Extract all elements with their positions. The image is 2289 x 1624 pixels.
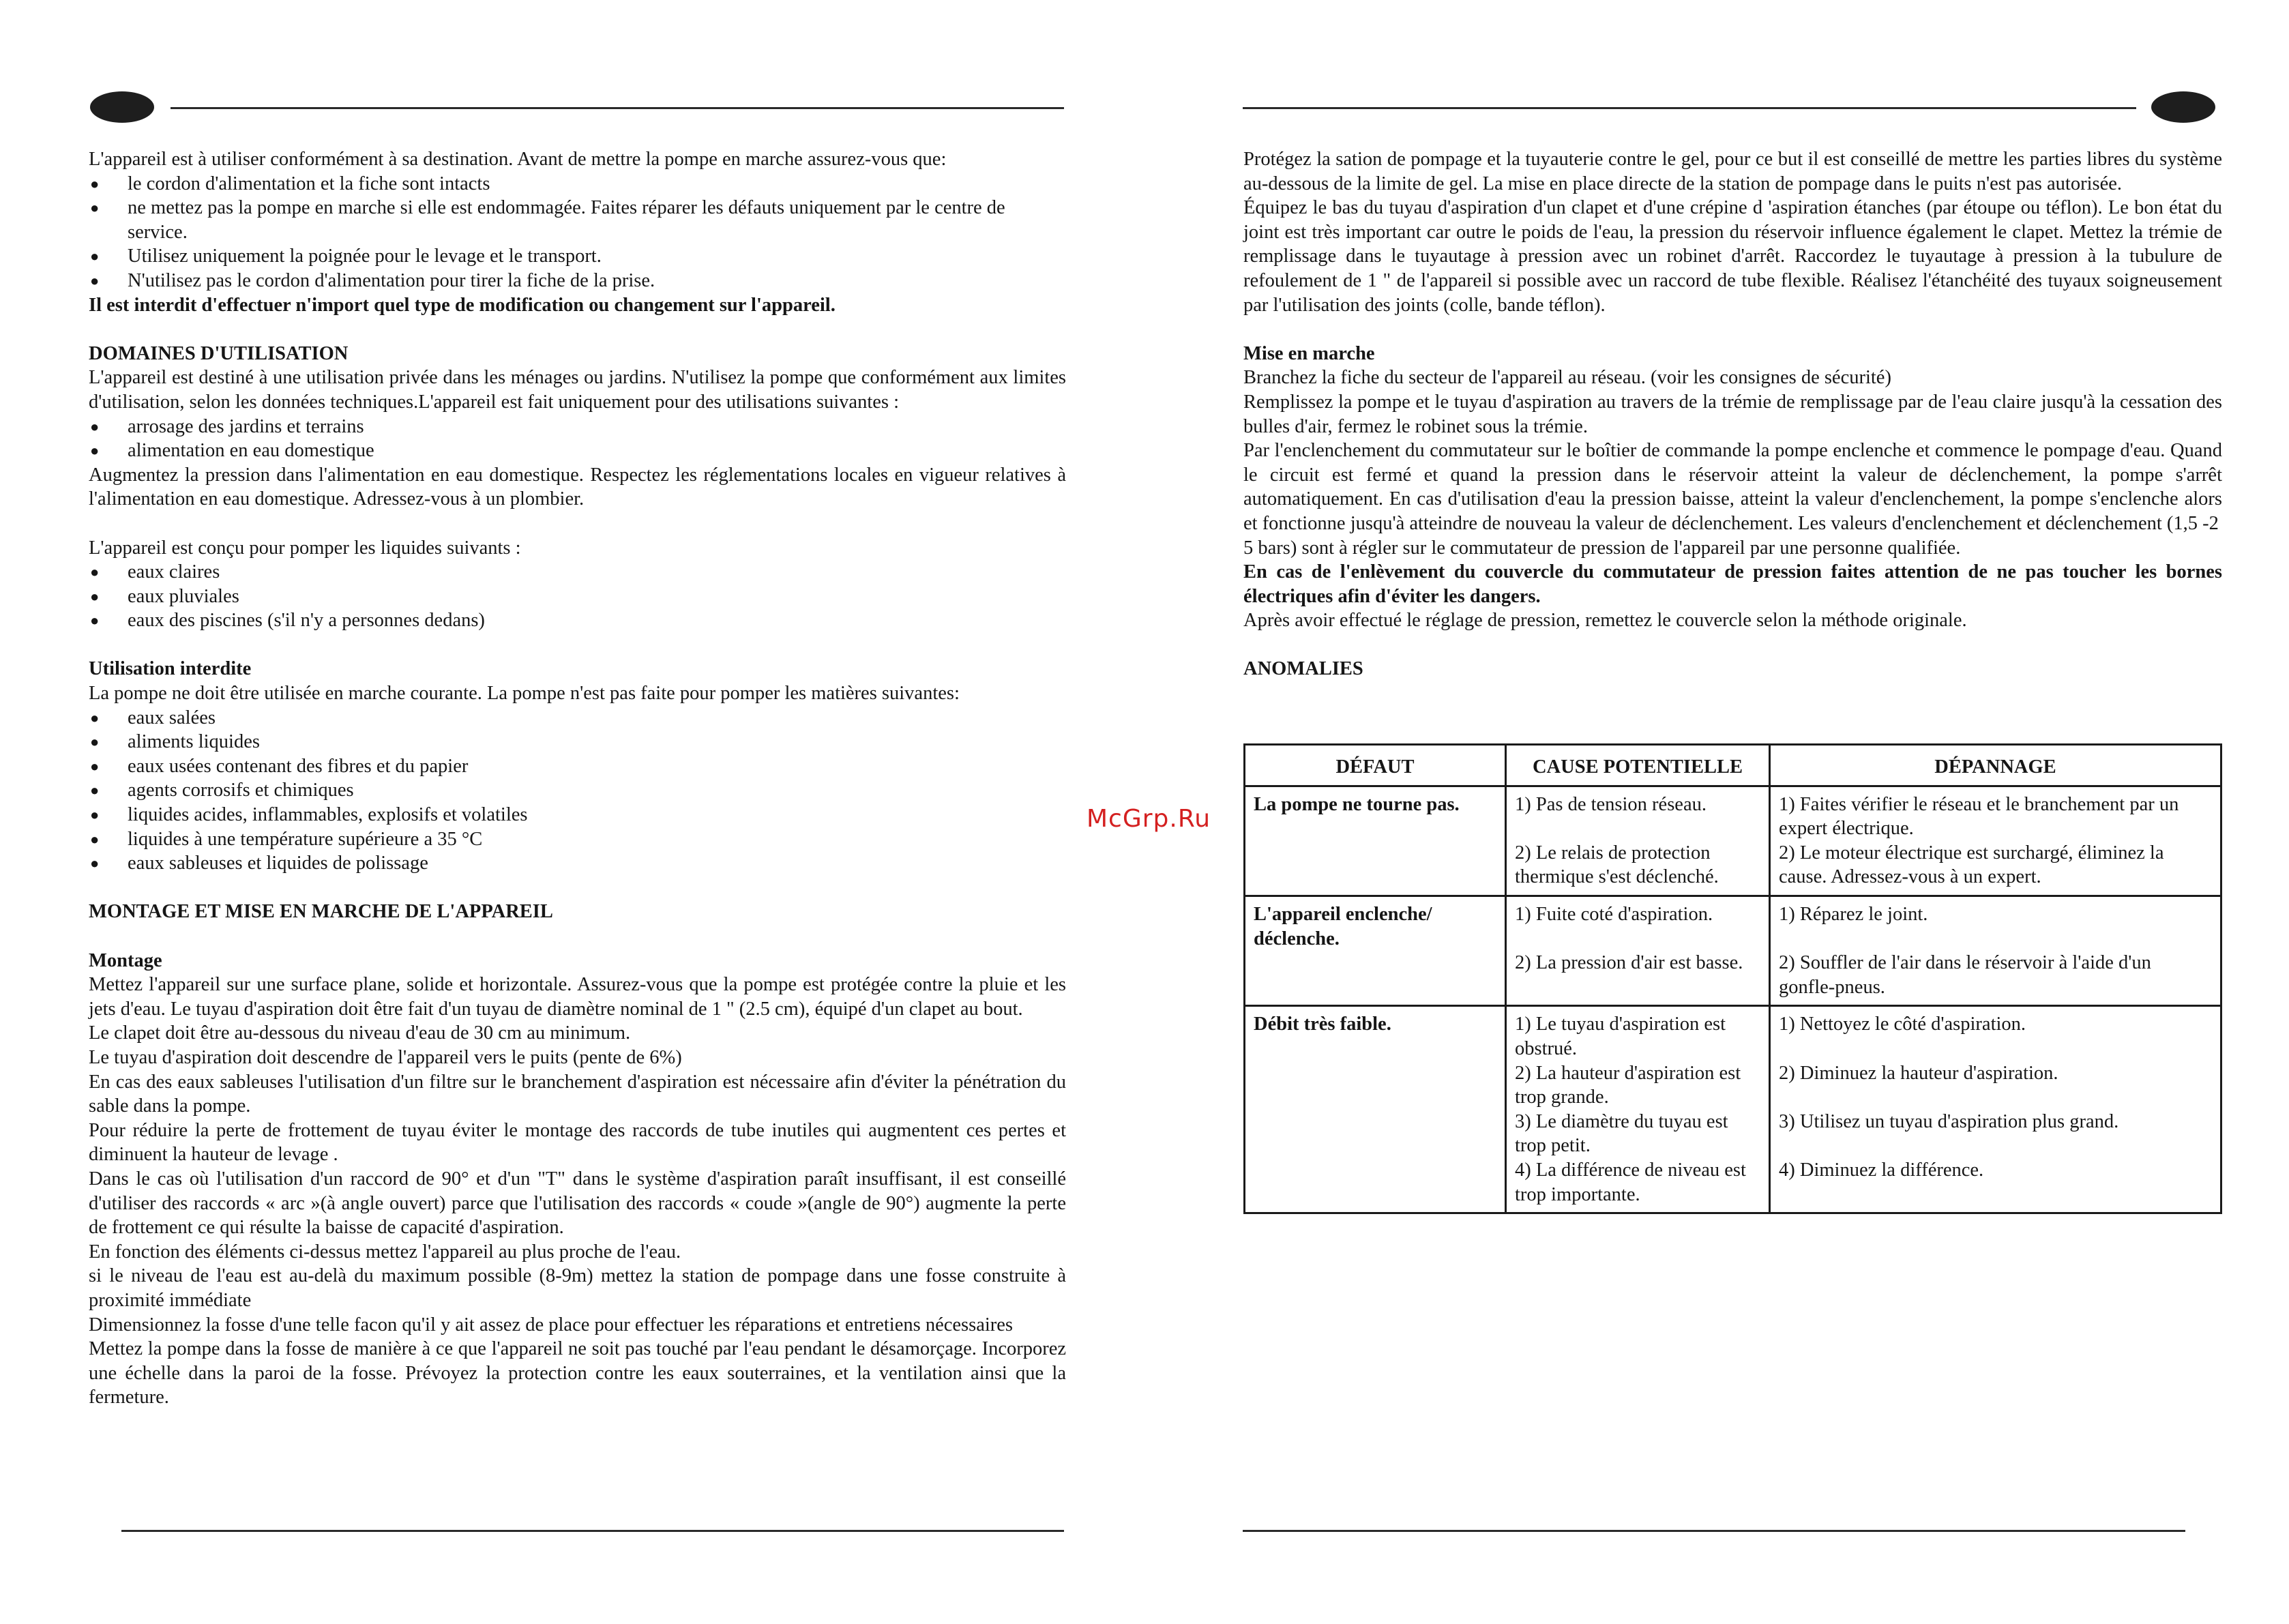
liquides-intro: L'appareil est conçu pour pomper les liquides suivants :	[89, 537, 521, 559]
montage-heading: Montage	[89, 949, 162, 971]
list-item: ● le cordon d'alimentation et la fiche sont intacts	[89, 172, 1066, 196]
list-item: ● N'utilisez pas le cordon d'alimentation pour tirer la fiche de la prise.	[89, 269, 1066, 293]
depannage-item: 3) Utilisez un tuyau d'aspiration plus grand.	[1779, 1110, 2119, 1132]
depannage-cell	[1770, 896, 2221, 1005]
list-item: ● alimentation en eau domestique	[89, 439, 1066, 463]
pressure-warning: En cas de l'enlèvement du couvercle du commutateur de pression faites attention de ne pas toucher les bornes électriques afin d'éviter les dangers.	[1243, 561, 2222, 607]
col-header-depannage: DÉPANNAGE	[1770, 745, 2221, 786]
cause-cell	[1506, 786, 1770, 896]
montage-paragraph: Le tuyau d'aspiration doit descendre de l'appareil vers le puits (pente de 6%)	[89, 1046, 682, 1068]
list-item: ● arrosage des jardins et terrains	[89, 415, 1066, 439]
list-item: ● eaux salées	[89, 706, 1066, 730]
cause-item: 1) Le tuyau d'aspiration est obstrué.	[1515, 1014, 1726, 1059]
montage-paragraph: Mettez la pompe dans la fosse de manière à ce que l'appareil ne soit pas touché par l'eau pendant le désamorçage. Incorporez une échelle dans la paroi de la fosse. Prévoyez la protection contre les eaux souterraines, et la ventilation ainsi que la fermeture.	[89, 1338, 1066, 1408]
montage-paragraph: si le niveau de l'eau est au-delà du maximum possible (8-9m) mettez la station de pompage dans une fosse construite à proximité immédiate	[89, 1265, 1066, 1311]
intro-text: L'appareil est à utiliser conformément à sa destination. Avant de mettre la pompe en marche assurez-vous que:	[89, 149, 947, 170]
cause-item: 2) Le relais de protection thermique s'est déclenché.	[1515, 842, 1719, 888]
depannage-item: 1) Faites vérifier le réseau et le branchement par un expert électrique.	[1779, 793, 2179, 840]
watermark: McGrp.Ru	[1087, 805, 1211, 833]
depannage-item: 4) Diminuez la différence.	[1779, 1159, 1984, 1181]
cause-cell	[1506, 896, 1770, 1005]
depannage-item: 2) Souffler de l'air dans le réservoir à l'aide d'un gonfle-pneus.	[1779, 952, 2151, 998]
list-item: ● eaux usées contenant des fibres et du papier	[89, 754, 1066, 779]
page-marker-right	[2151, 91, 2215, 123]
cause-item: 2) La hauteur d'aspiration est trop grande.	[1515, 1062, 1741, 1108]
table-row	[1245, 786, 2221, 896]
list-item: ● ne mettez pas la pompe en marche si elle est endommagée. Faites réparer les défauts uniquement par le centre de service.	[89, 196, 1066, 244]
depannage-item: 2) Le moteur électrique est surchargé, éliminez la cause. Adressez-vous à un expert.	[1779, 842, 2164, 888]
montage-paragraph: Pour réduire la perte de frottement de tuyau éviter le montage des raccords de tube inutiles qui augmentent ces pertes et diminuent la hauteur de levage .	[89, 1119, 1066, 1166]
cause-item: 3) Le diamètre du tuyau est trop petit.	[1515, 1110, 1728, 1157]
cause-cell	[1506, 1006, 1770, 1213]
mise-paragraph: Branchez la fiche du secteur de l'appareil au réseau. (voir les consignes de sécurité)	[1243, 367, 1891, 389]
depannage-item: 1) Réparez le joint.	[1779, 903, 1928, 925]
cause-item: 1) Pas de tension réseau.	[1515, 793, 1707, 815]
mise-paragraph: Remplissez la pompe et le tuyau d'aspiration au travers de la trémie de remplissage par de l'eau claire jusqu'à la cessation des bulles d'air, fermez le robinet sous la trémie.	[1243, 391, 2222, 437]
depannage-cell	[1770, 1006, 2221, 1213]
list-item: ● Utilisez uniquement la poignée pour le levage et le transport.	[89, 244, 1066, 269]
footer-rule-right	[1243, 1530, 2185, 1532]
domaines-text: L'appareil est destiné à une utilisation privée dans les ménages ou jardins. N'utilisez la pompe que conformément aux limites d'utilisation, selon les données techniques.L'appareil est fait uniquement pour des utilisations suivantes :	[89, 367, 1066, 413]
montage-paragraph: Mettez l'appareil sur une surface plane, solide et horizontale. Assurez-vous que la pompe est protégée contre la pluie et les jets d'eau. Le tuyau d'aspiration doit être fait d'un tuyau de diamètre nominal de 1 " (2.5 cm), équipé d'un clapet au bout.	[89, 974, 1066, 1020]
cause-item: 1) Fuite coté d'aspiration.	[1515, 903, 1713, 925]
cause-item: 2) La pression d'air est basse.	[1515, 952, 1743, 974]
montage-section-heading: MONTAGE ET MISE EN MARCHE DE L'APPAREIL	[89, 901, 553, 923]
anomalies-table	[1243, 743, 2222, 1214]
mise-after: Après avoir effectué le réglage de pression, remettez le couvercle selon la méthode originale.	[1243, 610, 1967, 632]
list-item: ● eaux sableuses et liquides de polissage	[89, 851, 1066, 876]
montage-paragraph: En cas des eaux sableuses l'utilisation d'un filtre sur le branchement d'aspiration est nécessaire afin d'éviter la pénétration du sable dans la pompe.	[89, 1071, 1066, 1117]
montage-paragraph: Dans le cas où l'utilisation d'un raccord de 90° et d'un "T" dans le système d'aspiration paraît insuffisant, il est conseillé d'utiliser des raccords « arc »(à angle ouvert) parce que l'utilisation des raccords « coude »(angle de 90°) augmente la perte de frottement ce qui résulte la baisse de capacité d'aspiration.	[89, 1168, 1066, 1239]
list-item: ● eaux des piscines (s'il n'y a personnes dedans)	[89, 608, 1066, 633]
table-row	[1245, 896, 2221, 1005]
defaut-cell: Débit très faible.	[1245, 1006, 1506, 1213]
modification-warning: Il est interdit d'effectuer n'import quel type de modification ou changement sur l'appareil.	[89, 294, 836, 316]
domaines-text-2: Augmentez la pression dans l'alimentation en eau domestique. Respectez les réglementations locales en vigueur relatives à l'alimentation en eau domestique. Adressez-vous à un plombier.	[89, 464, 1066, 510]
header-rule-left	[171, 107, 1064, 109]
depannage-item: 2) Diminuez la hauteur d'aspiration.	[1779, 1062, 2058, 1084]
cause-item: 4) La différence de niveau est trop importante.	[1515, 1159, 1746, 1205]
header-rule-right	[1243, 107, 2136, 109]
left-page-text	[89, 147, 1066, 1410]
list-item: ● liquides acides, inflammables, explosifs et volatiles	[89, 803, 1066, 827]
interdite-heading: Utilisation interdite	[89, 658, 252, 680]
list-item: ● agents corrosifs et chimiques	[89, 778, 1066, 803]
defaut-cell: La pompe ne tourne pas.	[1245, 786, 1506, 896]
mise-paragraph: Par l'enclenchement du commutateur sur le boîtier de commande la pompe enclenche et commence le pompage d'eau. Quand le circuit est fermé et quand la pression dans le réservoir atteint la valeur de déclenchement, la pompe s'arrêt automatiquement. En cas d'utilisation d'eau la pression baisse, atteint la valeur d'enclenchement, la pompe s'enclenche alors et fonctionne jusqu'à atteindre de nouveau la valeur de déclenchement. Les valeurs d'enclenchement et déclenchement (1,5 -2	[1243, 440, 2222, 534]
clapet-paragraph: Équipez le bas du tuyau d'aspiration d'un clapet et d'une crépine d 'aspiration étanches (par étoupe ou téflon). Le bon état du joint est très important car outre le poids de l'eau, la pression du réservoir influence également le clapet. Mettez la trémie de remplissage dans le tuyautage à pression avec un robinet d'arrêt. Raccordez le tuyautage à pression à la tubulure de refoulement de 1 " de l'appareil si possible avec un raccord de tube flexible. Réalisez l'étanchéité des tuyaux soigneusement par l'utilisation des joints (colle, bande téflon).	[1243, 197, 2222, 316]
montage-paragraph: Le clapet doit être au-dessous du niveau d'eau de 30 cm au minimum.	[89, 1022, 631, 1044]
defaut-cell: L'appareil enclenche/ déclenche.	[1245, 896, 1506, 1005]
montage-paragraph: En fonction des éléments ci-dessus mettez l'appareil au plus proche de l'eau.	[89, 1241, 681, 1263]
depannage-item: 1) Nettoyez le côté d'aspiration.	[1779, 1014, 2026, 1035]
right-page-text	[1243, 147, 2222, 681]
list-item: ● liquides à une température supérieure a 35 °C	[89, 827, 1066, 852]
list-item: ● eaux pluviales	[89, 585, 1066, 609]
anomalies-heading: ANOMALIES	[1243, 658, 1363, 680]
col-header-defaut: DÉFAUT	[1245, 745, 1506, 786]
domaines-heading: DOMAINES D'UTILISATION	[89, 342, 349, 364]
list-item: ● eaux claires	[89, 560, 1066, 585]
depannage-cell	[1770, 786, 2221, 896]
page-marker-left	[90, 91, 154, 123]
footer-rule-left	[121, 1530, 1064, 1532]
mise-en-marche-heading: Mise en marche	[1243, 342, 1375, 364]
gel-paragraph: Protégez la sation de pompage et la tuyauterie contre le gel, pour ce but il est conseillé de mettre les parties libres du système au-dessous de la limite de gel. La mise en place directe de la station de pompage dans le puits n'est pas autorisée.	[1243, 149, 2222, 194]
col-header-cause: CAUSE POTENTIELLE	[1506, 745, 1770, 786]
montage-paragraph: Dimensionnez la fosse d'une telle facon qu'il y ait assez de place pour effectuer les réparations et entretiens nécessaires	[89, 1314, 1014, 1335]
interdite-text: La pompe ne doit être utilisée en marche courante. La pompe n'est pas faite pour pomper les matières suivantes:	[89, 683, 960, 705]
table-header-row	[1245, 745, 2221, 786]
table-row	[1245, 1006, 2221, 1213]
mise-paragraph: 5 bars) sont à régler sur le commutateur de pression de l'appareil par une personne qualifiée.	[1243, 537, 1961, 559]
list-item: ● aliments liquides	[89, 730, 1066, 754]
